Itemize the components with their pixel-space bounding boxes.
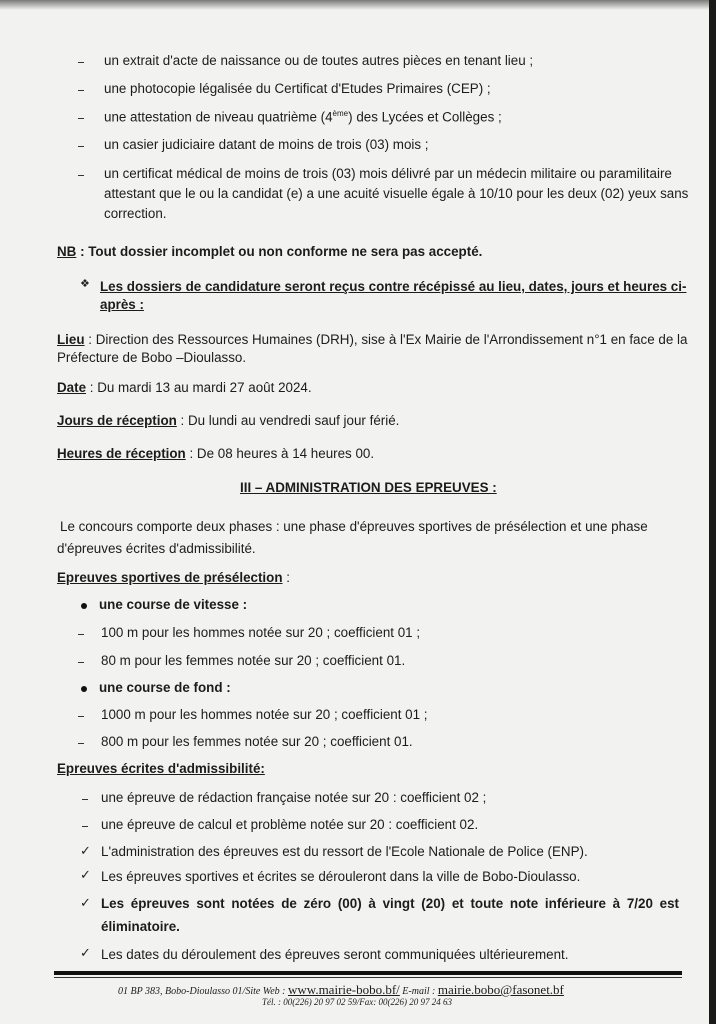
vitesse-title: une course de vitesse : xyxy=(99,597,248,612)
checkmark-icon: ✓ xyxy=(80,896,91,911)
dash-bullet xyxy=(78,662,84,663)
list-item: une photocopie légalisée du Certificat d'Etudes Primaires (CEP) ; xyxy=(104,81,491,96)
lieu-text: : Direction des Ressources Humaines (DRH), sise à l'Ex Mairie de l'Arrondissement n°1 en face de la xyxy=(84,332,688,347)
dash-bullet xyxy=(78,634,84,635)
dossiers-heading-line2: après : xyxy=(100,297,144,312)
dash-bullet xyxy=(78,146,84,147)
date-label: Date xyxy=(57,380,87,395)
list-item-line: correction. xyxy=(104,206,167,221)
round-bullet xyxy=(81,603,87,609)
heures-text: : De 08 heures à 14 heures 00. xyxy=(185,446,375,461)
scan-shadow xyxy=(0,0,716,10)
dash-bullet xyxy=(78,118,84,119)
round-bullet xyxy=(81,686,87,692)
intro-line1: Le concours comporte deux phases : une phase d'épreuves sportives de présélection et une phase xyxy=(60,519,648,534)
fond-title: une course de fond : xyxy=(99,680,231,695)
footer-website-link[interactable]: www.mairie-bobo.bf/ xyxy=(288,982,400,997)
nb-note xyxy=(57,244,482,259)
fond-item: 800 m pour les femmes notée sur 20 ; coefficient 01. xyxy=(101,734,413,749)
date-text: : Du mardi 13 au mardi 27 août 2024. xyxy=(86,380,312,395)
dossiers-heading-line1: Les dossiers de candidature seront reçus contre récépissé au lieu, dates, jours et heures ci- xyxy=(100,279,687,294)
ecrites-item: une épreuve de calcul et problème notée sur 20 : coefficient 02. xyxy=(101,817,479,832)
sportives-heading xyxy=(57,570,290,585)
footer-address: 01 BP 383, Bobo-Dioulasso 01/Site Web : xyxy=(118,986,286,997)
nb-text: : Tout dossier incomplet ou non conforme ne sera pas accepté. xyxy=(76,244,483,259)
jours-text: : Du lundi au vendredi sauf jour férié. xyxy=(176,413,400,428)
lieu-line2: Préfecture de Bobo –Dioulasso. xyxy=(57,350,247,365)
footer-contact-line xyxy=(118,982,564,998)
list-item: un extrait d'acte de naissance ou de toutes autres pièces en tenant lieu ; xyxy=(104,53,534,68)
dash-bullet xyxy=(78,90,84,91)
scan-edge xyxy=(709,0,716,1024)
dash-bullet xyxy=(78,175,84,176)
list-item-prefix: une attestation de niveau quatrième (4 xyxy=(104,109,333,125)
dash-bullet xyxy=(78,62,84,63)
lieu-label: Lieu xyxy=(57,332,85,347)
dash-bullet xyxy=(82,799,88,800)
dash-bullet xyxy=(78,716,84,717)
list-item: un casier judiciaire datant de moins de trois (03) mois ; xyxy=(104,137,429,152)
vitesse-item: 100 m pour les hommes notée sur 20 ; coefficient 01 ; xyxy=(101,625,421,640)
checkmark-icon: ✓ xyxy=(80,946,91,961)
heures-line xyxy=(57,446,374,461)
sportives-heading-label: Epreuves sportives de présélection xyxy=(57,570,283,585)
list-item xyxy=(104,109,502,124)
intro-line2: d'épreuves écrites d'admissibilité. xyxy=(57,541,256,556)
nb-label: NB xyxy=(57,244,77,259)
footer-email-label: E-mail : xyxy=(399,986,438,997)
jours-line xyxy=(57,413,399,428)
check-item: Les dates du déroulement des épreuves seront communiquées ultérieurement. xyxy=(101,947,569,962)
list-item-line: un certificat médical de moins de trois (03) mois délivré par un médecin militaire ou paramilitaire xyxy=(104,166,672,181)
section-title: III – ADMINISTRATION DES EPREUVES : xyxy=(240,480,497,495)
dash-bullet xyxy=(82,826,88,827)
vitesse-item: 80 m pour les femmes notée sur 20 ; coefficient 01. xyxy=(101,653,406,668)
checkmark-icon: ✓ xyxy=(80,844,91,859)
lieu-line1 xyxy=(57,332,687,347)
dash-bullet xyxy=(78,743,84,744)
list-item-suffix: des Lycées et Collèges ; xyxy=(356,109,502,125)
jours-label: Jours de réception xyxy=(57,413,177,428)
check-item: L'administration des épreuves est du ressort de l'Ecole Nationale de Police (ENP). xyxy=(101,844,588,859)
list-item-close: ) xyxy=(348,109,353,125)
check-item: Les épreuves sportives et écrites se dérouleront dans la ville de Bobo-Dioulasso. xyxy=(101,869,581,884)
diamond-bullet-icon: ❖ xyxy=(80,277,90,290)
sportives-heading-tail: : xyxy=(282,570,290,585)
fond-item: 1000 m pour les hommes notée sur 20 ; coefficient 01 ; xyxy=(101,707,428,722)
heures-label: Heures de réception xyxy=(57,446,186,461)
ecrites-item: une épreuve de rédaction française notée sur 20 : coefficient 02 ; xyxy=(101,790,487,805)
footer-email-link[interactable]: mairie.bobo@fasonet.bf xyxy=(437,982,564,997)
date-line xyxy=(57,380,312,395)
checkmark-icon: ✓ xyxy=(80,868,91,883)
list-item-line: attestant que le ou la candidat (e) a une acuité visuelle égale à 10/10 pour les deux (02) yeux sans xyxy=(104,186,689,201)
footer-rule-thin xyxy=(54,977,682,978)
superscript: ème xyxy=(332,109,349,118)
footer-phone: Tél. : 00(226) 20 97 02 59/Fax: 00(226) 20 97 24 63 xyxy=(262,997,452,1007)
footer-rule-thick xyxy=(54,971,682,975)
check-item-bold-line2: éliminatoire. xyxy=(101,919,180,934)
ecrites-heading: Epreuves écrites d'admissibilité: xyxy=(57,761,265,776)
check-item-bold-line1: Les épreuves sont notées de zéro (00) à vingt (20) et toute note inférieure à 7/20 est xyxy=(101,896,679,911)
